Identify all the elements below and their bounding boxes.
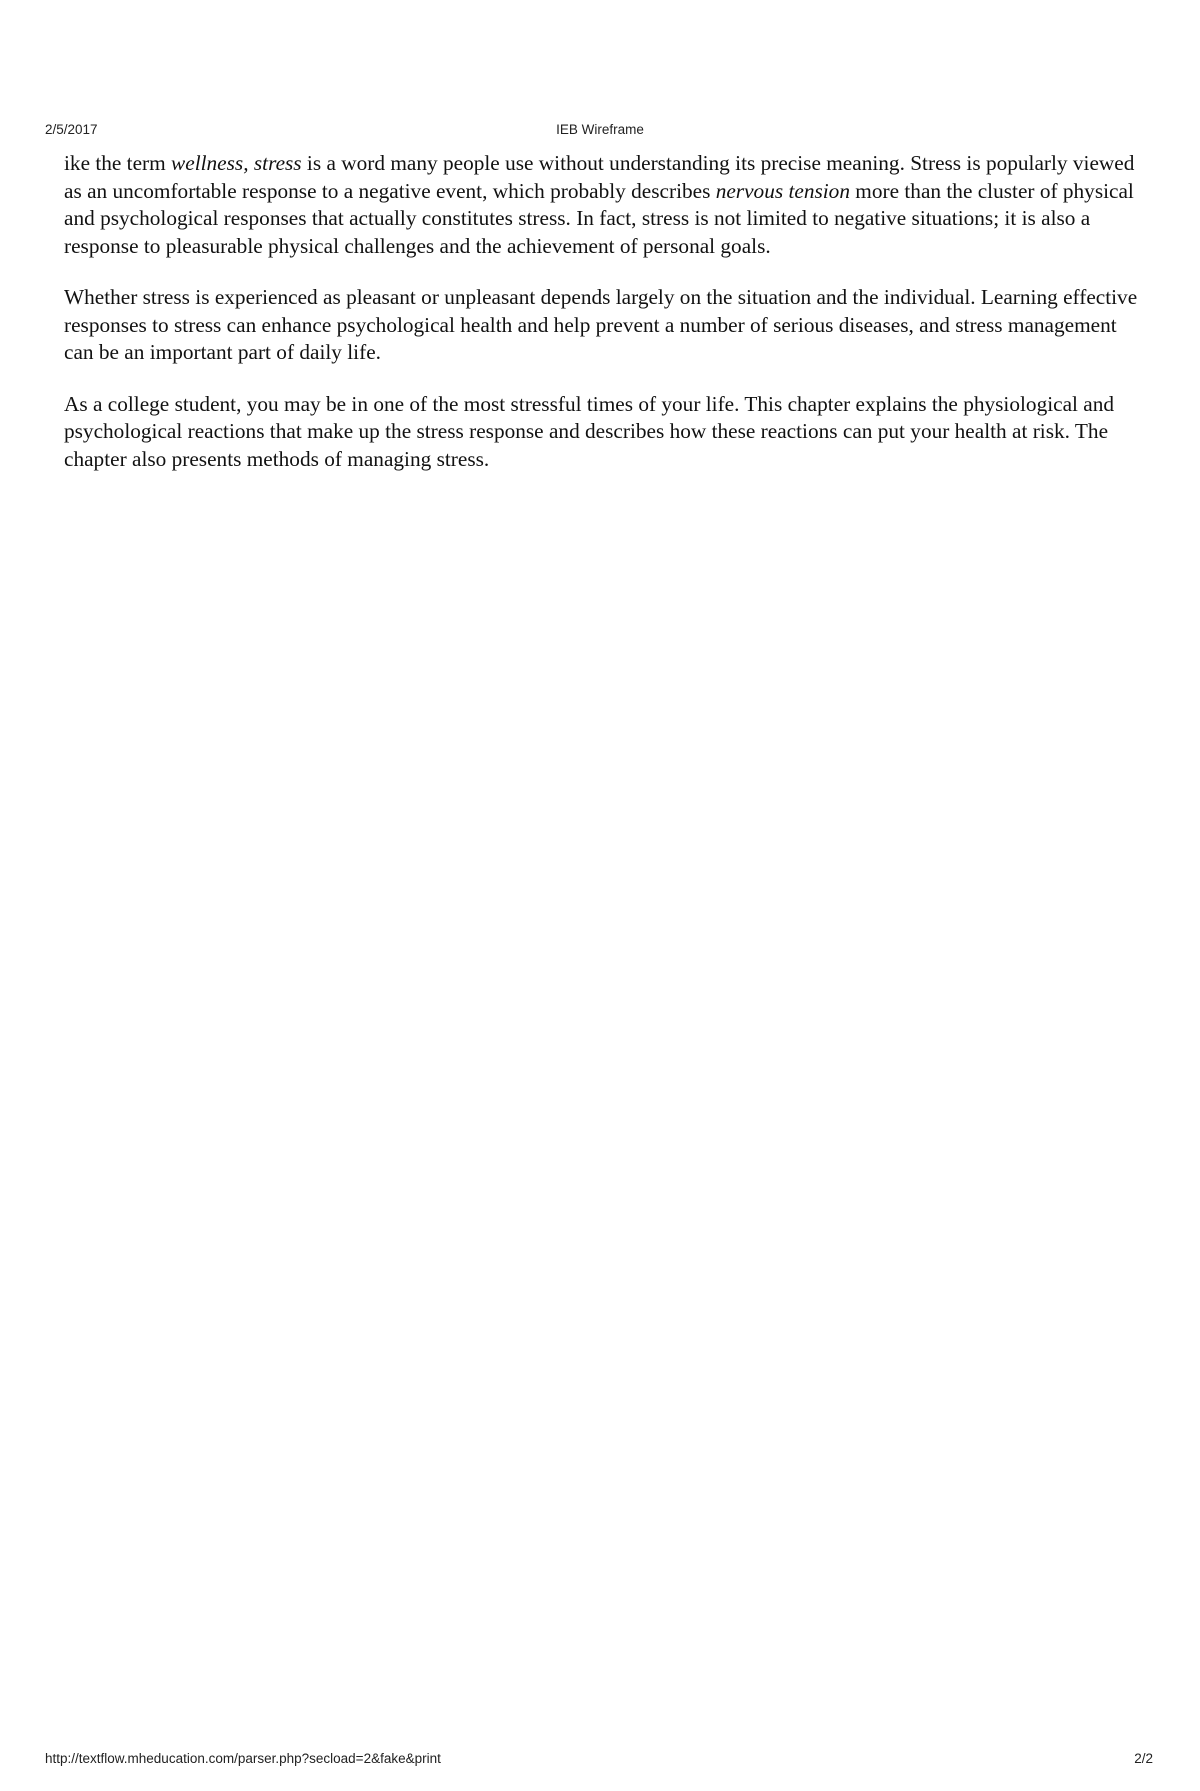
paragraph-1-text-a: ike the term: [64, 151, 172, 175]
paragraph-1-emphasis-nervous-tension: nervous tension: [715, 178, 850, 203]
print-page-title: IEB Wireframe: [556, 122, 644, 137]
print-url: http://textflow.mheducation.com/parser.php?secload=2&fake&print: [45, 1751, 441, 1766]
paragraph-2: Whether stress is experienced as pleasant or unpleasant depends largely on the situation and the individual. Learning effective responses to stress can enhance psychological health and help prevent a number of serious diseases, and stress management can be an important part of daily life.: [64, 285, 1138, 364]
print-header: [45, 122, 1155, 142]
paragraph-1-emphasis-wellness-stress: wellness, stress: [171, 151, 302, 175]
paragraph-1: [64, 150, 1140, 260]
paragraph-1-text-c: more than the cluster of physical and psychological responses that actually constitutes stress. In fact, stress is not limited to negative situations; it is also a response to pleasurable physical challenges and the achievement of personal goals.: [64, 178, 1134, 258]
print-date: 2/5/2017: [45, 122, 98, 137]
paragraph-1-text-b: is a word many people use without understanding its precise meaning. Stress is popularly viewed as an uncomfortable response to a negative event, which probably describes: [64, 151, 1135, 203]
print-page-number: 2/2: [1134, 1751, 1153, 1766]
document-body: [64, 150, 1140, 497]
print-footer: [45, 1751, 1153, 1771]
paragraph-3: As a college student, you may be in one of the most stressful times of your life. This chapter explains the physiological and psychological reactions that make up the stress response and describes how these reactions can put your health at risk. The chapter also presents methods of managing stress.: [64, 391, 1115, 471]
